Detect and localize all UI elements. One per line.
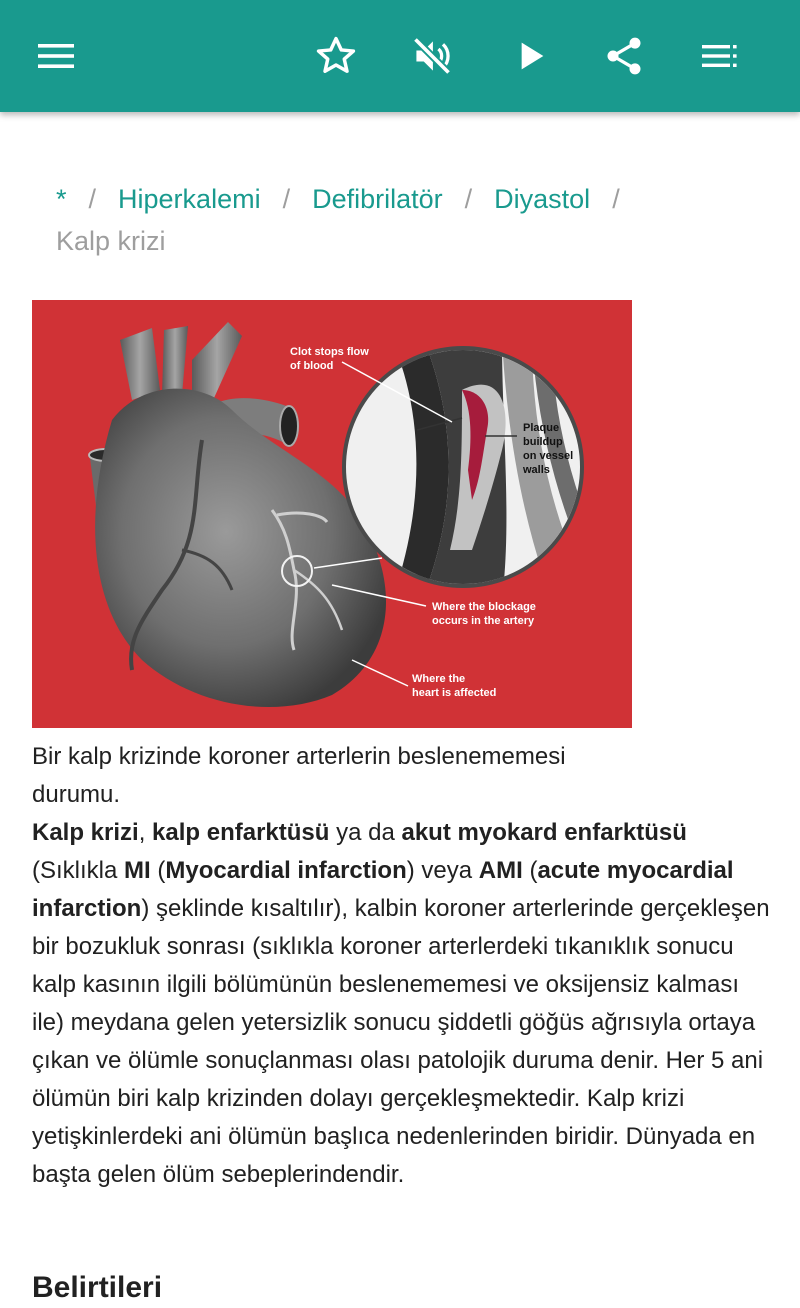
- breadcrumb-item-hiperkalemi[interactable]: Hiperkalemi: [118, 184, 261, 214]
- share-button[interactable]: [592, 24, 656, 88]
- figure-label-line: heart is affected: [412, 687, 497, 699]
- term-mi: MI: [124, 857, 151, 884]
- figure-label-line: Where the: [412, 673, 466, 685]
- figure-label-line: Clot stops flow: [290, 346, 369, 358]
- article-text: ya da: [329, 819, 402, 846]
- playlist-icon: [700, 36, 740, 76]
- star-outline-icon: [314, 34, 358, 78]
- term-kalp-krizi: Kalp krizi: [32, 819, 139, 846]
- figure-label-line: on vessel: [523, 450, 574, 462]
- breadcrumb-separator: /: [282, 184, 291, 214]
- figure-label-blockage: [432, 600, 536, 628]
- figure-label-line: occurs in the artery: [432, 615, 535, 627]
- figure-label-plaque: [523, 421, 573, 477]
- heart-attack-figure[interactable]: [32, 300, 632, 728]
- article-paragraph: [32, 814, 772, 1194]
- article-text: ) veya: [406, 857, 479, 884]
- figure-label-line: of blood: [290, 360, 334, 372]
- term-akut-myokard: akut myokard enfarktüsü: [401, 819, 687, 846]
- share-icon: [602, 34, 646, 78]
- breadcrumb-separator: /: [612, 184, 620, 214]
- volume-off-icon: [410, 34, 454, 78]
- breadcrumb-item-diyastol[interactable]: Diyastol: [494, 184, 591, 214]
- mute-button[interactable]: [400, 24, 464, 88]
- playlist-button[interactable]: [688, 24, 752, 88]
- figure-label-line: Where the blockage: [432, 601, 536, 613]
- term-kalp-enfarktusu: kalp enfarktüsü: [152, 819, 330, 846]
- next-section-heading: [32, 1262, 332, 1304]
- article-text: ) şeklinde kısaltılır), kalbin koroner arterlerinde gerçekleşen bir bozukluk sonrası (sıklıkla koroner arterlerdeki tıkanıklık sonucu kalp kasının ilgili bölümünün beslenememesi ve oksijensiz kalması ile) meydana gelen yetersizlik sonucu şiddetli göğüs ağrısıyla ortaya çıkan ve ölümle sonuçlanması olası patolojik duruma denir. Her 5 ani ölümün biri kalp krizinden dolayı gerçekleşmektedir. Kalp krizi yetişkinlerdeki ani ölümün başlıca nedenlerinden biridir. Dünyada en başta gelen ölüm sebeplerindendir.: [32, 895, 770, 1188]
- figure-label-line: Plaque: [523, 422, 560, 434]
- menu-button[interactable]: [24, 24, 88, 88]
- play-icon: [510, 36, 550, 76]
- article-text: ,: [138, 819, 153, 846]
- app-bar: [0, 0, 800, 112]
- breadcrumb-current: Kalp krizi: [56, 226, 166, 256]
- breadcrumb-item-defibrilator[interactable]: Defibrilatör: [312, 184, 443, 214]
- article-text: (: [522, 857, 538, 884]
- breadcrumb-item-home[interactable]: *: [56, 184, 67, 214]
- article-text: (: [150, 857, 166, 884]
- figure-label-line: buildup: [523, 436, 563, 448]
- figure-label-clot: [290, 345, 369, 373]
- term-acute-myocardial-infarction: acute myocardial infarction: [32, 857, 734, 922]
- breadcrumb: [56, 178, 756, 262]
- breadcrumb-separator: /: [88, 184, 97, 214]
- figure-label-heart: [412, 672, 496, 700]
- figure-caption: Bir kalp krizinde koroner arterlerin beslenememesi durumu.: [32, 743, 566, 808]
- play-button[interactable]: [498, 24, 562, 88]
- figure-label-line: walls: [523, 464, 550, 476]
- article-text: (Sıklıkla: [32, 857, 125, 884]
- term-ami: AMI: [478, 857, 523, 884]
- term-myocardial-infarction: Myocardial infarction: [165, 857, 407, 884]
- section-heading-text: Belirtileri: [32, 1271, 163, 1304]
- menu-icon: [36, 36, 76, 76]
- favorite-button[interactable]: [304, 24, 368, 88]
- breadcrumb-separator: /: [464, 184, 473, 214]
